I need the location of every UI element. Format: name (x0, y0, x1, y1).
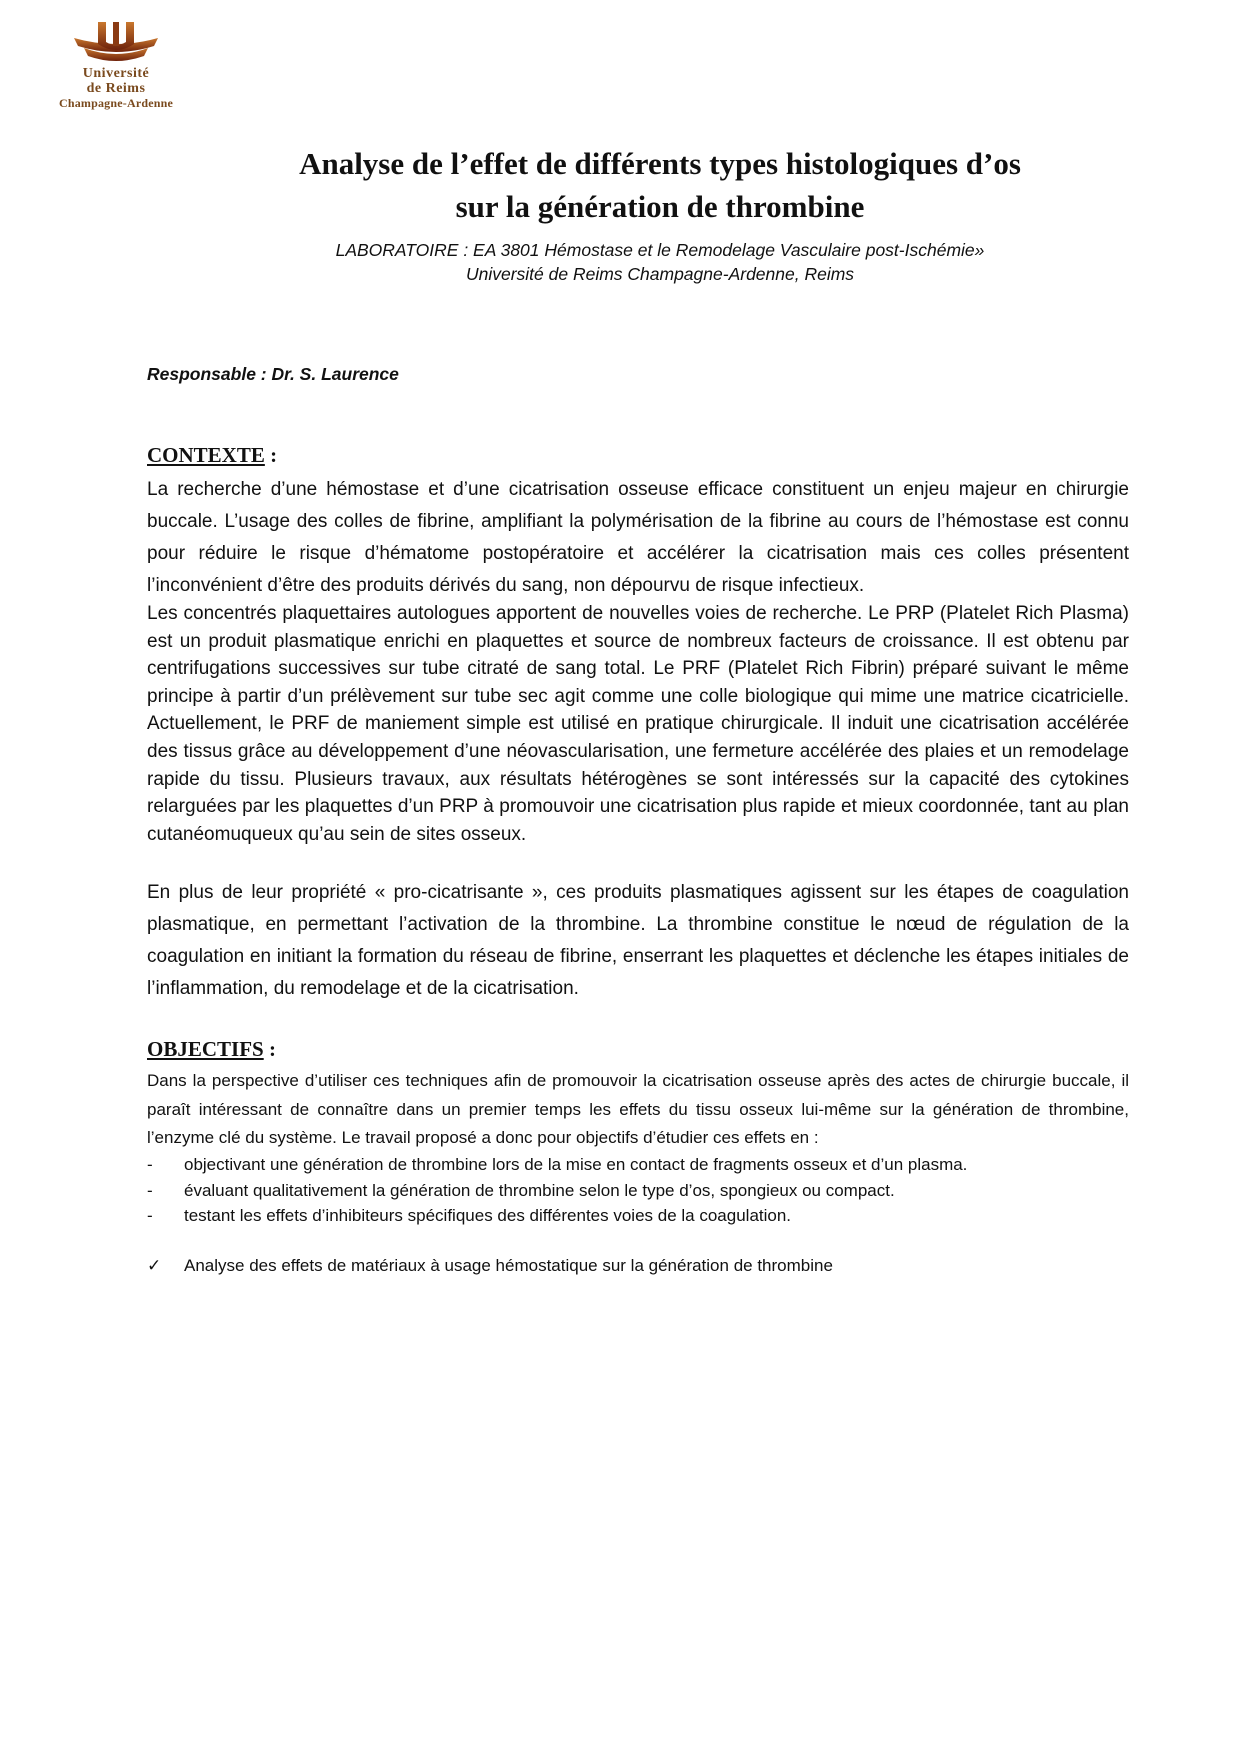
contexte-paragraph-1: La recherche d’une hémostase et d’une cicatrisation osseuse efficace constituent un enjeu majeur en chirurgie buccale. L’usage des colles de fibrine, amplifiant la polymérisation de la fibrine au cours de l’hémostase est connu pour réduire le risque d’hématome postopératoire et accélérer la cicatrisation mais ces colles présentent l’inconvénient d’être des produits dérivés du sang, non dépourvu de risque infectieux. (147, 479, 1129, 596)
contexte-paragraph-3: En plus de leur propriété « pro-cicatrisante », ces produits plasmatiques agissent sur les étapes de coagulation plasmatique, en permettant l’activation de la thrombine. La thrombine constitue le nœud de régulation de la coagulation en initiant la formation du réseau de fibrine, enserrant les plaquettes et déclenche les étapes initiales de l’inflammation, du remodelage et de la cicatrisation. (147, 882, 1129, 999)
list-item (147, 1203, 1129, 1229)
document-title (150, 142, 1170, 228)
objectifs-list (147, 1152, 1129, 1229)
list-item-text: objectivant une génération de thrombine lors de la mise en contact de fragments osseux et d’un plasma. (184, 1155, 968, 1174)
logo-text-line2: de Reims (86, 81, 146, 96)
contexte-paragraph-2: Les concentrés plaquettaires autologues apportent de nouvelles voies de recherche. Le PRP (Platelet Rich Plasma) est un produit plasmatique enrichi en plaquettes et source de nombreux facteurs de croissance. Il est obtenu par centrifugations successives sur tube citraté de sang total. Le PRF (Platelet Rich Fibrin) préparé suivant le même principe à partir d’un prélèvement sur tube sec agit comme une colle biologique qui mime une matrice cicatricielle. Actuellement, le PRF de maniement simple est utilisé en pratique chirurgicale. Il induit une cicatrisation accélérée des tissus grâce au développement d’une néovascularisation, une fermeture accélérée des plaies et un remodelage rapide du tissu. Plusieurs travaux, aux résultats hétérogènes se sont intéressés sur la capacité des cytokines relarguées par les plaquettes d’un PRP à promouvoir une cicatrisation plus rapide et mieux coordonnée, tant au plan cutanéomuqueux qu’au sein de sites osseux. (147, 603, 1129, 845)
checkmark-icon: ✓ (147, 1256, 162, 1275)
objectifs-heading (147, 1037, 276, 1062)
logo-text-line3: Champagne-Ardenne (58, 96, 174, 110)
logo-text-line1: Université (82, 66, 150, 81)
contexte-heading-colon: : (264, 443, 278, 467)
objectifs-heading-colon: : (263, 1037, 276, 1061)
title-line-1: Analyse de l’effet de différents types histologiques d’os (299, 146, 1021, 181)
university-location: Université de Reims Champagne-Ardenne, Reims (465, 264, 855, 284)
responsable-line: Responsable : Dr. S. Laurence (147, 364, 399, 384)
laboratory-name: LABORATOIRE : EA 3801 Hémostase et le Remodelage Vasculaire post-Ischémie» (335, 240, 985, 260)
check-item-text: Analyse des effets de matériaux à usage hémostatique sur la génération de thrombine (184, 1256, 833, 1275)
dash-bullet-icon: - (147, 1155, 153, 1174)
list-item-text: évaluant qualitativement la génération de thrombine selon le type d’os, spongieux ou compact. (184, 1180, 895, 1200)
objectifs-heading-text: OBJECTIFS (147, 1037, 264, 1061)
title-line-2: sur la génération de thrombine (455, 189, 865, 224)
document-header (150, 142, 1170, 286)
laboratory-info (150, 238, 1170, 286)
university-emblem-icon (70, 20, 162, 66)
objectifs-intro: Dans la perspective d’utiliser ces techniques afin de promouvoir la cicatrisation osseuse après des actes de chirurgie buccale, il paraît intéressant de connaître dans un premier temps les effets du tissu osseux lui-même sur la génération de thrombine, l’enzyme clé du système. Le travail proposé a donc pour objectifs d’étudier ces effets en : (147, 1071, 1129, 1147)
contexte-heading-text: CONTEXTE (147, 443, 265, 467)
list-item-text: testant les effets d’inhibiteurs spécifiques des différentes voies de la coagulation. (184, 1206, 792, 1225)
list-item (147, 1152, 1129, 1178)
university-logo (36, 20, 196, 111)
contexte-heading (147, 443, 277, 468)
dash-bullet-icon: - (147, 1206, 153, 1225)
check-item (147, 1253, 833, 1278)
dash-bullet-icon: - (147, 1180, 153, 1200)
list-item (147, 1178, 1129, 1204)
